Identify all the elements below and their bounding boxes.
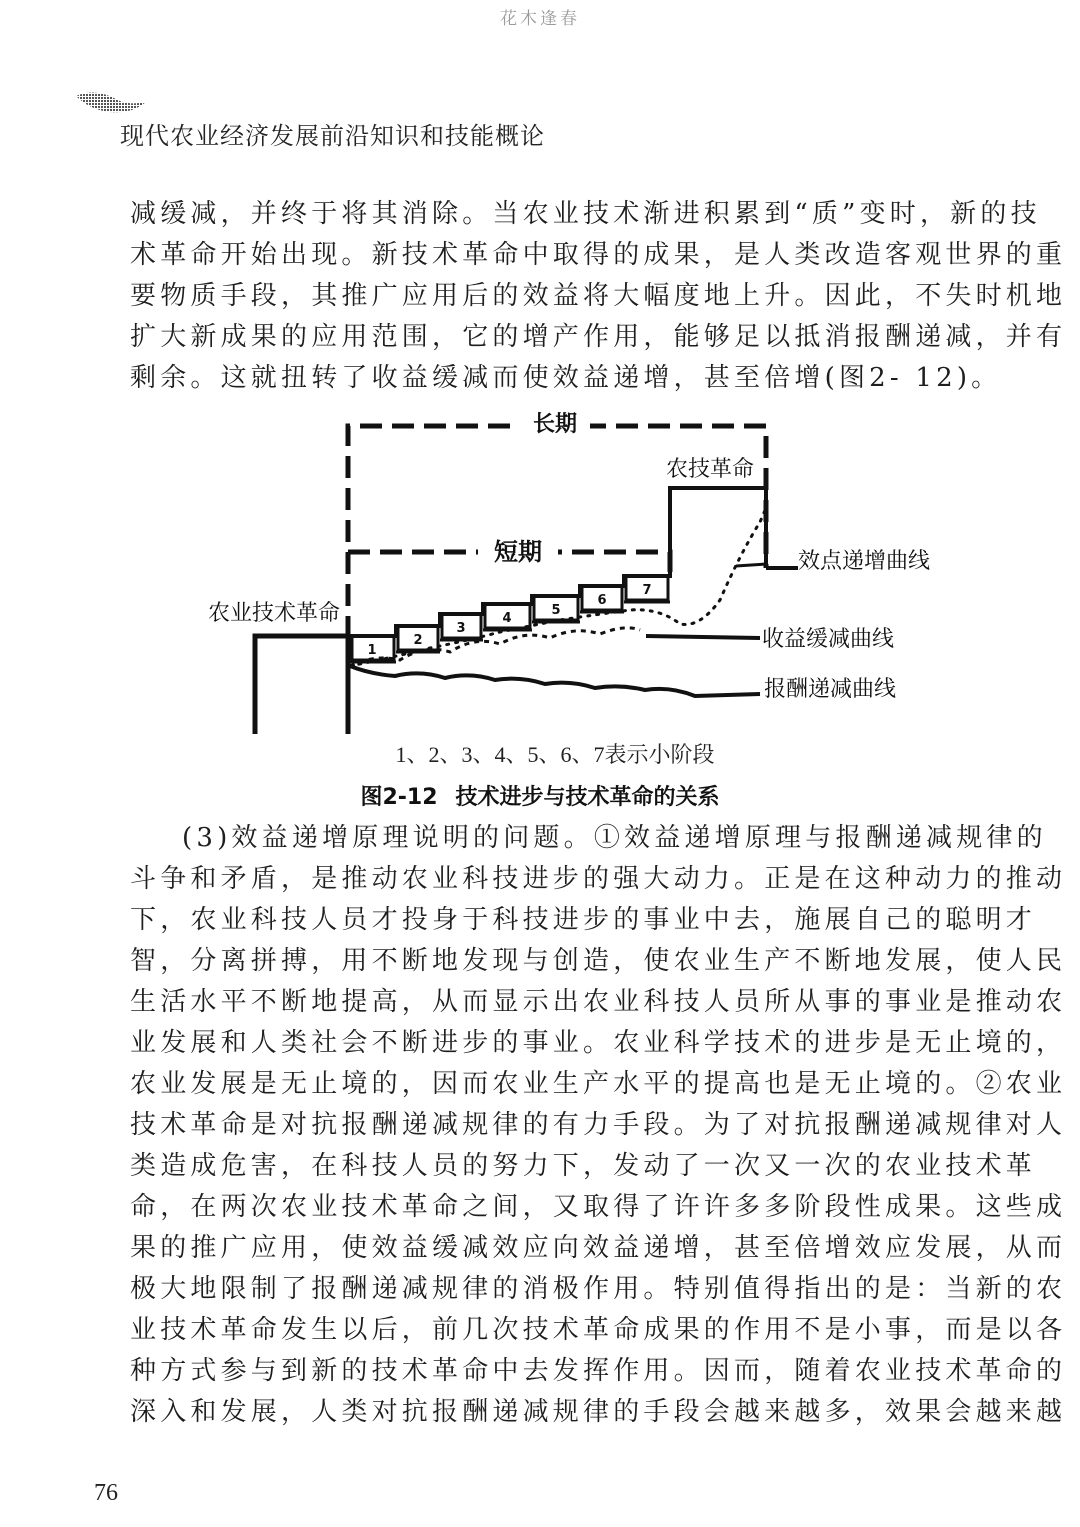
page-number: 76 [94,1480,118,1506]
text-line: 减缓减，并终于将其消除。当农业技术渐进积累到“质”变时，新的技 [130,199,1041,229]
text-line: 农业发展是无止境的，因而农业生产水平的提高也是无止境的。②农业 [130,1069,1067,1099]
text-line: 深入和发展，人类对抗报酬递减规律的手段会越来越多，效果会越来越 [130,1397,1067,1427]
increasing-curve-label: 效点递增曲线 [798,549,931,574]
figure-caption-title: 技术进步与技术革命的关系 [455,785,720,810]
text-line: 业发展和人类社会不断进步的事业。农业科学技术的进步是无止境的， [130,1028,1067,1058]
watermark: 花木逢春 [500,9,580,29]
diminishing-revenue-label: 收益缓减曲线 [762,627,895,652]
baseline-step [255,636,348,734]
ag-tech-revolution-label: 农业技术革命 [208,601,341,626]
figure-2-12-diagram [200,404,960,744]
book-logo [74,88,148,118]
text-line: 下，农业科技人员才投身于科技进步的事业中去，施展自己的聪明才 [130,905,1037,935]
figure-note: 1、2、3、4、5、6、7表示小阶段 [395,742,715,767]
stage-label: 7 [642,583,652,598]
stage-label: 6 [597,593,607,608]
text-line: 类造成危害，在科技人员的努力下，发动了一次又一次的农业技术革 [130,1151,1037,1181]
long-term-label: 长期 [532,412,578,437]
ag-tech-revolution-top-label: 农技革命 [666,457,755,482]
paragraph-1 [130,194,1067,399]
text-line: 业技术革命发生以后，前几次技术革命成果的作用不是小事，而是以各 [130,1315,1067,1345]
text-line: 斗争和矛盾，是推动农业科技进步的强大动力。正是在这种动力的推动 [130,864,1067,894]
diminishing-return-label: 报酬递减曲线 [764,677,897,702]
text-line: 极大地限制了报酬递减规律的消极作用。特别值得指出的是：当新的农 [130,1274,1067,1304]
stage-label: 2 [413,633,423,648]
text-line: 扩大新成果的应用范围，它的增产作用，能够足以抵消报酬递减，并有 [130,322,1067,352]
text-line: 技术革命是对抗报酬递减规律的有力手段。为了对抗报酬递减规律对人 [130,1110,1067,1140]
text-line: 术革命开始出现。新技术革命中取得的成果，是人类改造客观世界的重 [130,240,1067,270]
text-line: 生活水平不断地提高，从而显示出农业科技人员所从事的事业是推动农 [130,987,1067,1017]
short-term-label: 短期 [494,538,542,566]
increasing-curve [350,508,766,666]
text-line: 种方式参与到新的技术革命中去发挥作用。因而，随着农业技术革命的 [130,1356,1067,1386]
stage-label: 3 [456,621,466,636]
stage-label: 5 [551,603,561,618]
stage-label: 1 [367,643,377,658]
figure-caption-number: 图2-12 [360,785,438,810]
diminishing-return-curve [350,666,760,696]
text-line: 要物质手段，其推广应用后的效益将大幅度地上升。因此，不失时机地 [130,281,1067,311]
paragraph-2 [130,818,1067,1433]
text-line: 果的推广应用，使效益缓减效应向效益递增，甚至倍增效应发展，从而 [130,1233,1067,1263]
book-title: 现代农业经济发展前沿知识和技能概论 [120,122,545,150]
text-line: 剩余。这就扭转了收益缓减而使效益递增，甚至倍增(图2- 12)。 [130,363,1002,393]
figure-caption [0,780,1080,811]
text-line: 智，分离拼搏，用不断地发现与创造，使农业生产不断地发展，使人民 [130,946,1067,976]
stage-label: 4 [502,611,512,626]
text-line: (3)效益递增原理说明的问题。①效益递增原理与报酬递减规律的 [182,823,1047,853]
text-line: 命，在两次农业技术革命之间，又取得了许许多多阶段性成果。这些成 [130,1192,1067,1222]
